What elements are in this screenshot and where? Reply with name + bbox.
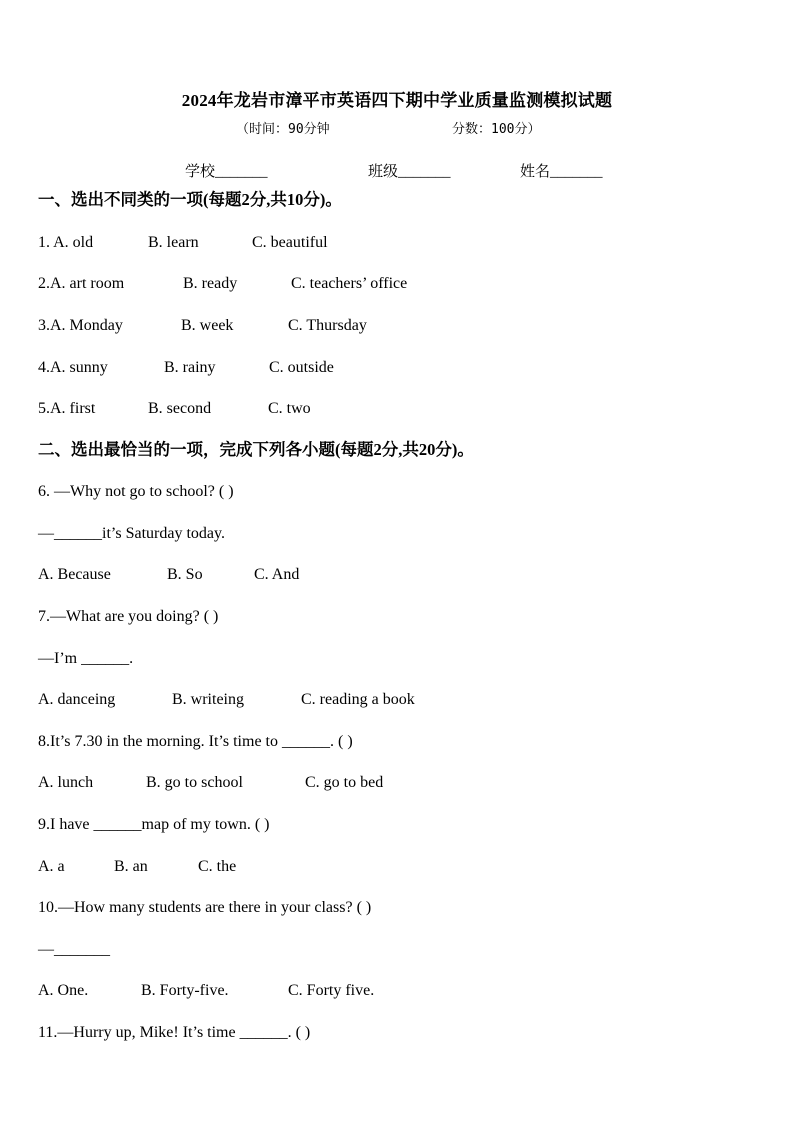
q3-option-c: C. Thursday	[288, 317, 367, 334]
exam-time: （时间：90分钟	[236, 122, 330, 137]
q8-option-c: C. go to bed	[305, 774, 384, 791]
q11-stem: 11.—Hurry up, Mike! It’s time ______. ( )	[38, 1024, 311, 1041]
q4-option-a: 4.A. sunny	[38, 359, 108, 376]
q9-stem: 9.I have ______map of my town. ( )	[38, 816, 270, 833]
q4-option-b: B. rainy	[164, 359, 216, 376]
q5-option-c: C. two	[268, 400, 311, 417]
q5-option-b: B. second	[148, 400, 212, 417]
q1-option-b: B. learn	[148, 234, 199, 251]
q10-answer-line: —_______	[38, 941, 110, 958]
section-1-heading: 一、选出不同类的一项(每题2分,共10分)。	[38, 190, 342, 209]
q7-option-b: B. writeing	[172, 691, 244, 708]
name-field: 姓名_______	[520, 164, 603, 180]
q7-option-a: A. danceing	[38, 691, 116, 708]
q9-option-c: C. the	[198, 858, 237, 875]
q5-option-a: 5.A. first	[38, 400, 96, 417]
q6-option-a: A. Because	[38, 566, 111, 583]
q1-option-c: C. beautiful	[252, 234, 328, 251]
q2-option-b: B. ready	[183, 275, 238, 292]
q1-option-a: 1. A. old	[38, 234, 94, 251]
q7-option-c: C. reading a book	[301, 691, 415, 708]
q9-option-b: B. an	[114, 858, 148, 875]
q8-option-b: B. go to school	[146, 774, 243, 791]
q10-option-c: C. Forty five.	[288, 982, 375, 999]
q10-option-a: A. One.	[38, 982, 89, 999]
q6-answer-line: —______it’s Saturday today.	[38, 525, 225, 542]
q6-option-c: C. And	[254, 566, 300, 583]
q9-option-a: A. a	[38, 858, 65, 875]
section-2-heading: 二、选出最恰当的一项，完成下列各小题(每题2分,共20分)。	[38, 440, 474, 459]
q2-option-c: C. teachers’ office	[291, 275, 408, 292]
school-field: 学校_______	[185, 164, 268, 180]
q7-stem: 7.—What are you doing? ( )	[38, 608, 219, 625]
q3-option-b: B. week	[181, 317, 234, 334]
page-title: 2024年龙岩市漳平市英语四下期中学业质量监测模拟试题	[181, 91, 613, 110]
q7-answer-line: —I’m ______.	[38, 650, 134, 667]
q8-option-a: A. lunch	[38, 774, 94, 791]
q10-stem: 10.—How many students are there in your class? ( )	[38, 899, 372, 916]
q2-option-a: 2.A. art room	[38, 275, 125, 292]
q10-option-b: B. Forty-five.	[141, 982, 229, 999]
q4-option-c: C. outside	[269, 359, 334, 376]
class-field: 班级_______	[368, 164, 451, 180]
q3-option-a: 3.A. Monday	[38, 317, 123, 334]
exam-score: 分数：100分）	[452, 122, 541, 137]
q8-stem: 8.It’s 7.30 in the morning. It’s time to ______. ( )	[38, 733, 353, 750]
q6-option-b: B. So	[167, 566, 203, 583]
q6-stem: 6. —Why not go to school? ( )	[38, 483, 234, 500]
